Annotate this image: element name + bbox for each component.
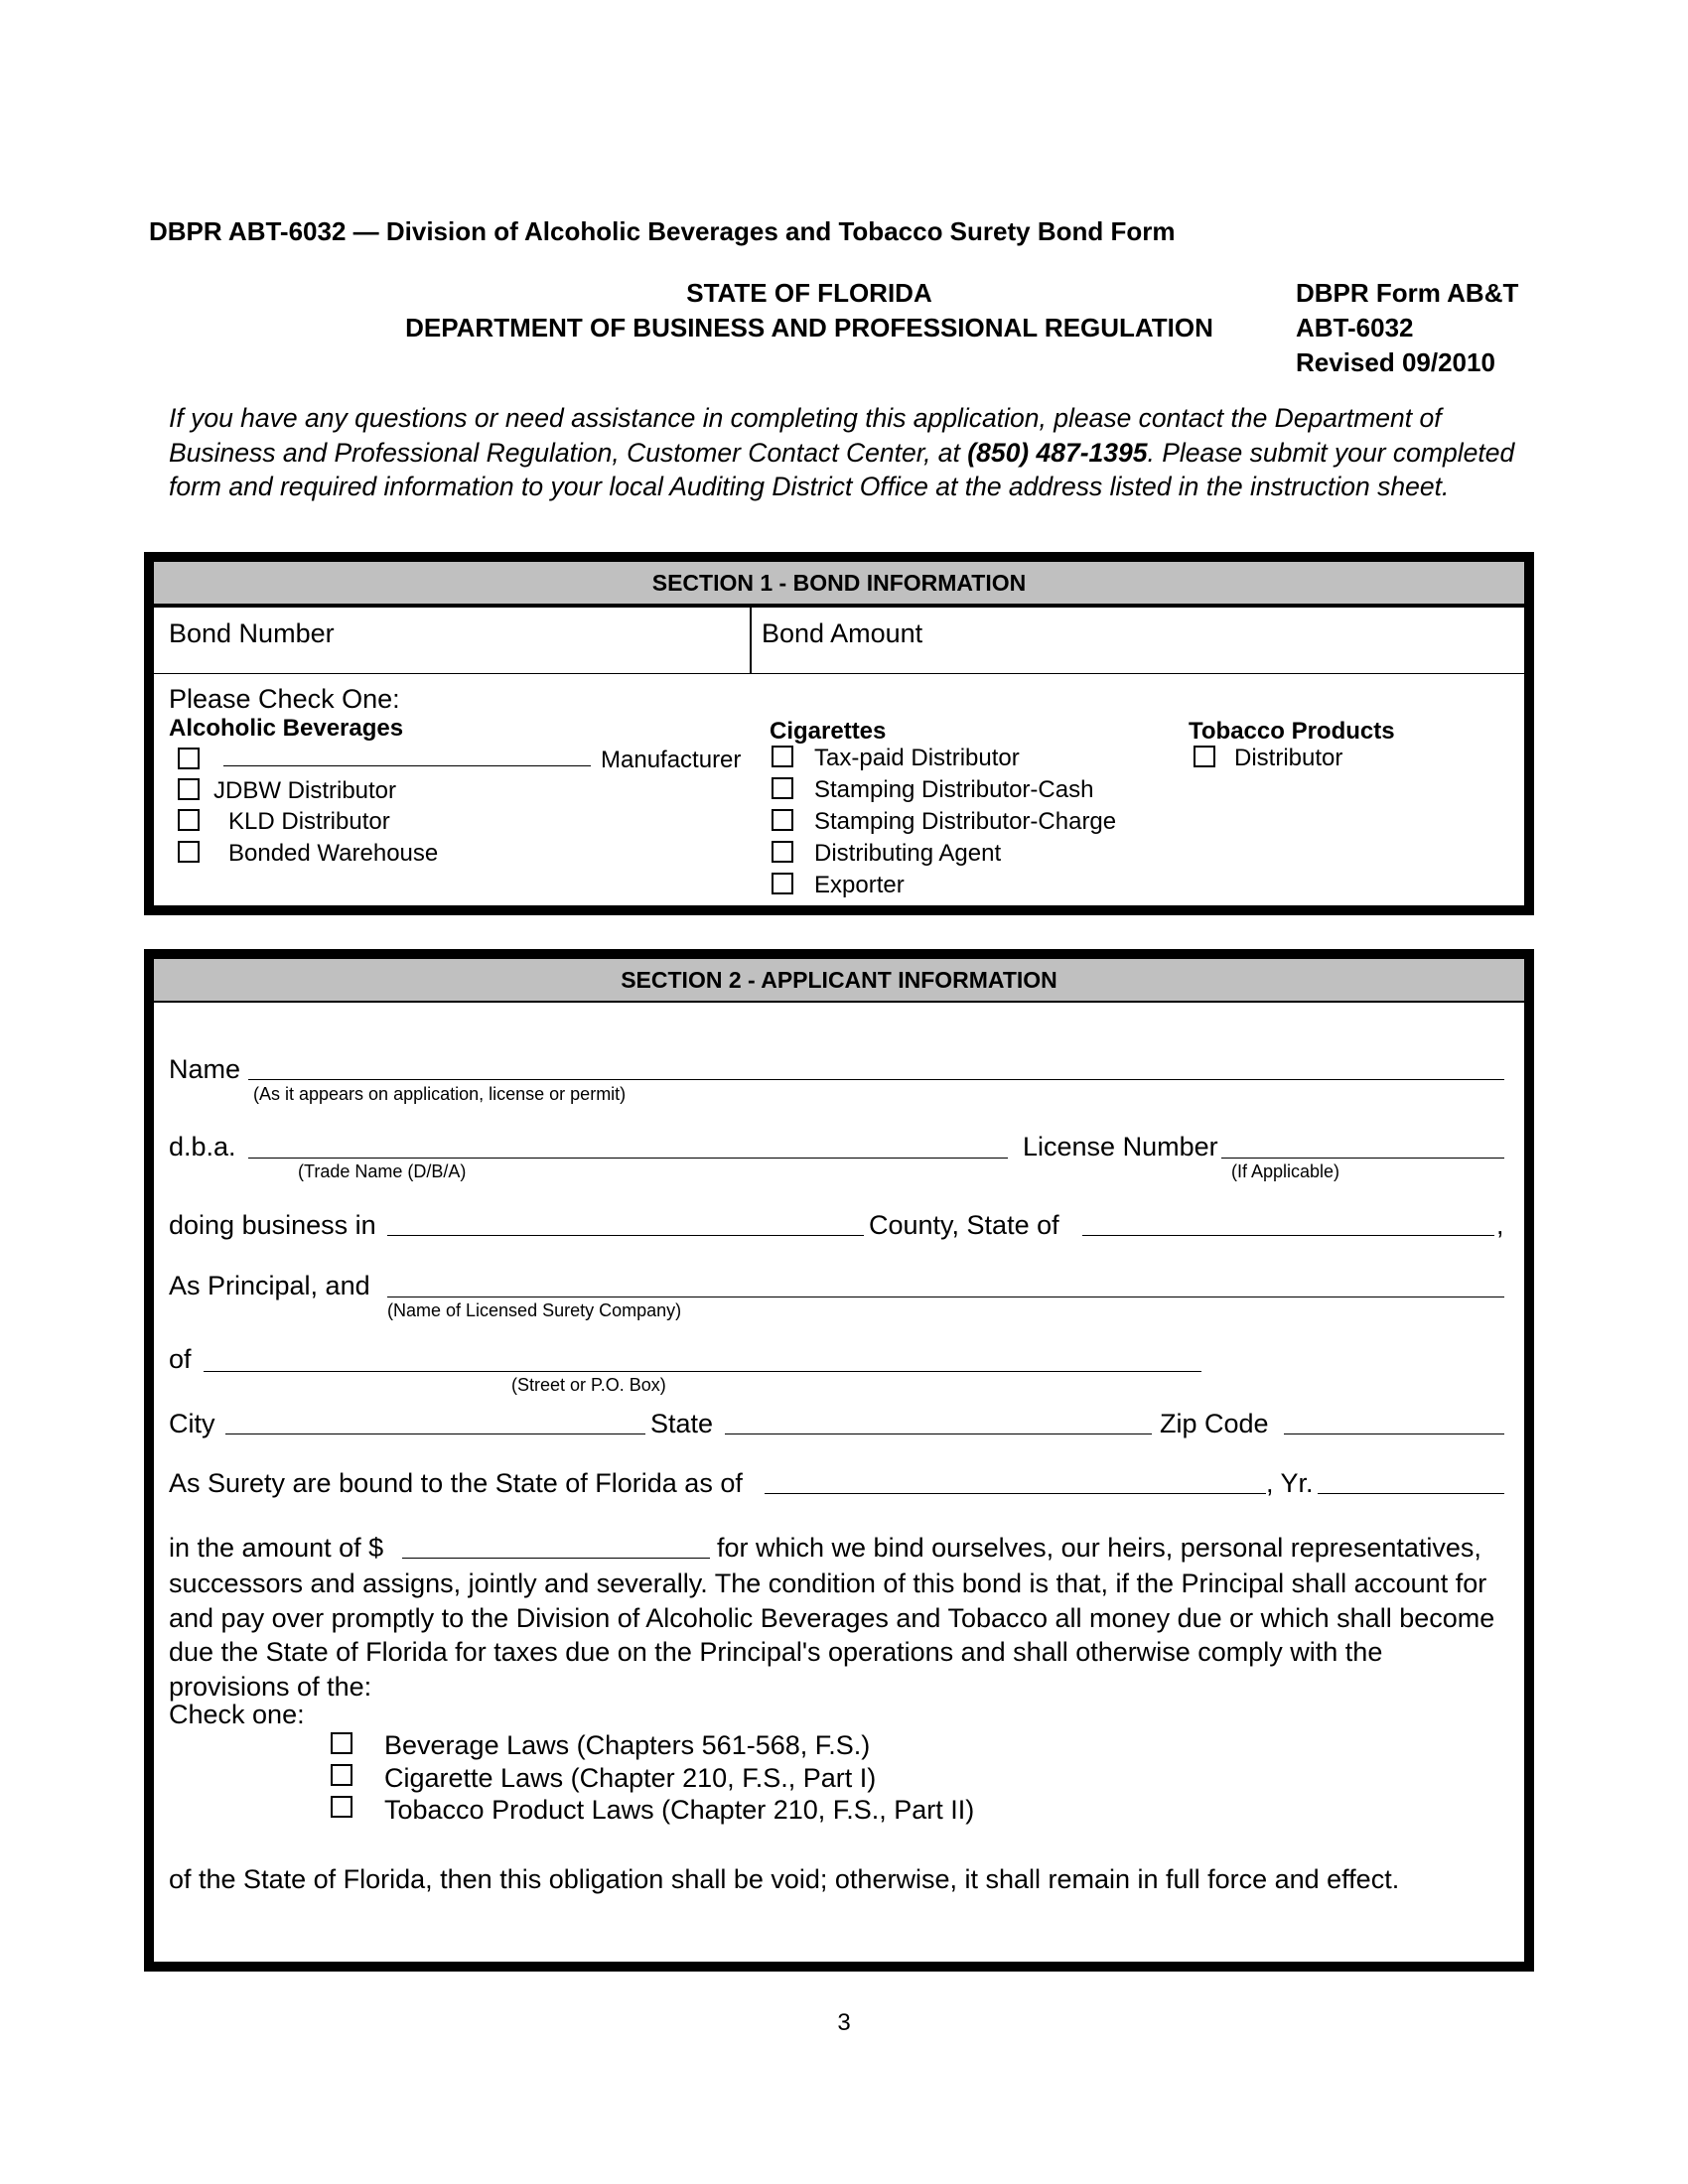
kld-distributor-label: KLD Distributor — [228, 808, 390, 835]
city-label: City — [169, 1409, 215, 1438]
form-label: DBPR Form AB&T — [1296, 278, 1519, 308]
dba-caption: (Trade Name (D/B/A) — [298, 1161, 467, 1181]
tobacco-products-heading: Tobacco Products — [1189, 718, 1395, 745]
city-field[interactable] — [225, 1433, 645, 1434]
comma: , — [1496, 1210, 1504, 1240]
zip-code-field[interactable] — [1284, 1433, 1504, 1434]
cigarette-laws-checkbox[interactable] — [331, 1764, 352, 1786]
section-1-header: SECTION 1 - BOND INFORMATION — [154, 562, 1524, 606]
form-number: ABT-6032 — [1296, 313, 1414, 342]
tobacco-product-laws-label: Tobacco Product Laws (Chapter 210, F.S., Part II) — [384, 1795, 975, 1825]
closing-statement: of the State of Florida, then this obligation shall be void; otherwise, it shall remain in full force and effect. — [169, 1864, 1400, 1894]
year-field[interactable] — [1318, 1493, 1504, 1494]
check-one-label: Please Check One: — [169, 684, 400, 714]
divider — [154, 606, 1524, 608]
bound-label: As Surety are bound to the State of Florida as of — [169, 1468, 743, 1498]
section-1-bond-information — [144, 552, 1534, 915]
exporter-label: Exporter — [814, 872, 905, 898]
license-number-label: License Number — [1023, 1132, 1218, 1161]
tobacco-product-laws-checkbox[interactable] — [331, 1796, 352, 1818]
surety-company-caption: (Name of Licensed Surety Company) — [387, 1300, 682, 1320]
name-field[interactable] — [248, 1079, 1504, 1080]
cigarette-laws-label: Cigarette Laws (Chapter 210, F.S., Part I) — [384, 1763, 877, 1793]
amount-tail-text: for which we bind ourselves, our heirs, personal representatives, — [717, 1533, 1481, 1563]
license-number-caption: (If Applicable) — [1231, 1161, 1340, 1181]
divider — [154, 673, 1524, 674]
beverage-laws-label: Beverage Laws (Chapters 561-568, F.S.) — [384, 1730, 871, 1760]
doing-business-label: doing business in — [169, 1210, 376, 1240]
bond-amount-label: Bond Amount — [762, 618, 923, 648]
county-state-label: County, State of — [869, 1210, 1059, 1240]
street-field[interactable] — [204, 1371, 1201, 1372]
distributing-agent-checkbox[interactable] — [772, 841, 793, 863]
stamping-distributor-cash-checkbox[interactable] — [772, 777, 793, 799]
of-label: of — [169, 1344, 192, 1374]
stamping-distributor-charge-label: Stamping Distributor-Charge — [814, 808, 1117, 835]
dba-field[interactable] — [248, 1158, 1008, 1159]
cigarettes-heading: Cigarettes — [770, 718, 887, 745]
state-label: State — [650, 1409, 714, 1438]
name-label: Name — [169, 1054, 241, 1084]
principal-label: As Principal, and — [169, 1271, 370, 1300]
dba-label: d.b.a. — [169, 1132, 236, 1161]
name-caption: (As it appears on application, license or permit) — [253, 1084, 627, 1104]
manufacturer-type-blank[interactable] — [223, 765, 591, 766]
year-label: , Yr. — [1266, 1468, 1314, 1498]
state-of-field[interactable] — [1082, 1235, 1494, 1236]
tax-paid-distributor-label: Tax-paid Distributor — [814, 745, 1020, 771]
beverage-laws-checkbox[interactable] — [331, 1732, 352, 1754]
kld-distributor-checkbox[interactable] — [178, 809, 200, 831]
bond-number-field[interactable] — [164, 651, 740, 671]
section-2-header: SECTION 2 - APPLICANT INFORMATION — [154, 959, 1524, 1003]
contact-phone: (850) 487-1395 — [967, 437, 1148, 468]
bonded-warehouse-label: Bonded Warehouse — [228, 840, 439, 867]
bond-amount-field[interactable] — [760, 651, 1514, 671]
intro-instructions: If you have any questions or need assistance in completing this application, please contact the Department of Business and Professional Regulation, Customer Contact Center, at (850) 487-1395. Please submit your completed form and required information to your local Auditing District Office at the address listed in the instruction sheet. — [169, 403, 1515, 501]
manufacturer-checkbox[interactable] — [178, 748, 200, 769]
county-field[interactable] — [387, 1235, 864, 1236]
alcoholic-beverages-heading: Alcoholic Beverages — [169, 715, 404, 742]
state-heading: STATE OF FLORIDA — [686, 278, 932, 308]
revised-date: Revised 09/2010 — [1296, 347, 1495, 377]
license-number-field[interactable] — [1221, 1158, 1504, 1159]
tax-paid-distributor-checkbox[interactable] — [772, 746, 793, 767]
zip-code-label: Zip Code — [1160, 1409, 1269, 1438]
document-title: DBPR ABT-6032 — Division of Alcoholic Beverages and Tobacco Surety Bond Form — [149, 216, 1176, 246]
tobacco-distributor-label: Distributor — [1234, 745, 1343, 771]
bond-number-label: Bond Number — [169, 618, 335, 648]
stamping-distributor-cash-label: Stamping Distributor-Cash — [814, 776, 1094, 803]
section-2-applicant-information — [144, 949, 1534, 1972]
exporter-checkbox[interactable] — [772, 873, 793, 894]
jdbw-distributor-label: JDBW Distributor — [213, 777, 397, 804]
bound-date-field[interactable] — [765, 1493, 1266, 1494]
state-field[interactable] — [725, 1433, 1152, 1434]
street-caption: (Street or P.O. Box) — [511, 1375, 666, 1395]
stamping-distributor-charge-checkbox[interactable] — [772, 809, 793, 831]
check-one-label: Check one: — [169, 1700, 305, 1729]
manufacturer-label: Manufacturer — [601, 747, 742, 773]
amount-label: in the amount of $ — [169, 1533, 384, 1563]
bonded-warehouse-checkbox[interactable] — [178, 841, 200, 863]
bond-condition-paragraph: successors and assigns, jointly and severally. The condition of this bond is that, if the Principal shall account for and pay over promptly to the Division of Alcoholic Beverages and Tobacco all money due or which shall become due the State of Florida for taxes due on the Principal's operations and shall otherwise comply with the provisions of the: — [169, 1569, 1495, 1702]
amount-field[interactable] — [402, 1558, 710, 1559]
jdbw-distributor-checkbox[interactable] — [178, 778, 200, 800]
department-heading: DEPARTMENT OF BUSINESS AND PROFESSIONAL REGULATION — [405, 313, 1213, 342]
tobacco-distributor-checkbox[interactable] — [1194, 746, 1215, 767]
divider — [750, 606, 752, 673]
distributing-agent-label: Distributing Agent — [814, 840, 1002, 867]
page-number: 3 — [837, 2009, 851, 2036]
